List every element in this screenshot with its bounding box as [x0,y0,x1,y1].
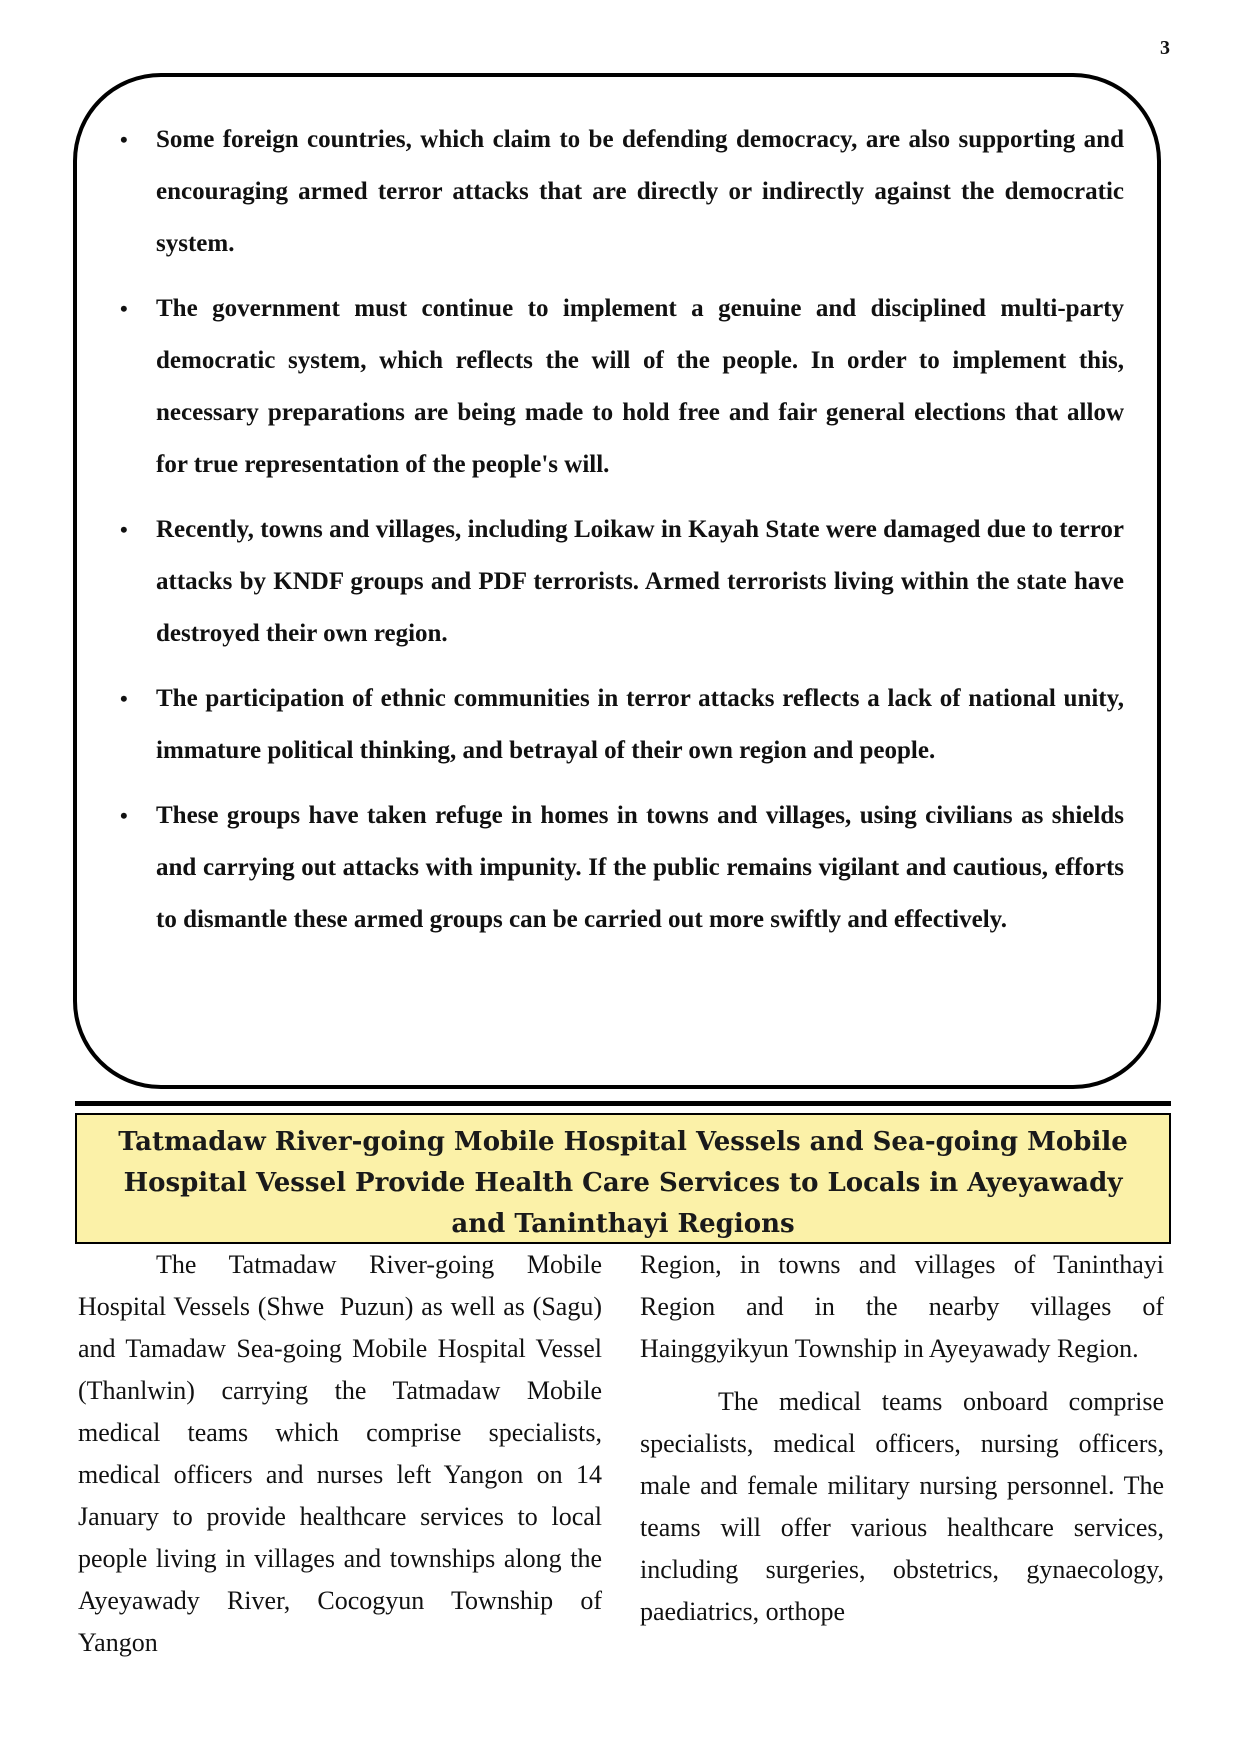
bullet-icon: • [120,803,128,828]
bullet-text: These groups have taken refuge in homes in towns and villages, using civilians as shields and carrying out attacks with impunity. If the public remains vigilant and cautious, efforts to dismantle these armed groups can be carried out more swiftly and effectively. [156,802,1124,933]
bullet-item [120,673,1124,777]
bullet-text: Recently, towns and villages, including Loikaw in Kayah State were damaged due to terror attacks by KNDF groups and PDF terrorists. Armed terrorists living within the state have destroyed their own region. [156,516,1124,647]
bullet-icon: • [120,686,128,711]
bullet-icon: • [120,296,128,321]
bullet-text: The participation of ethnic communities in terror attacks reflects a lack of national unity, immature political thinking, and betrayal of their own region and people. [156,685,1124,764]
section-divider [75,1101,1171,1106]
article-headline: Tatmadaw River-going Mobile Hospital Vessels and Sea-going Mobile Hospital Vessel Provide Health Care Services to Locals in Ayeyawady and Taninthayi Regions [75,1113,1171,1244]
bullet-item [120,790,1124,946]
bullet-text: Some foreign countries, which claim to be defending democracy, are also supporting and encouraging armed terror attacks that are directly or indirectly against the democratic system. [156,126,1124,257]
bullet-text: The government must continue to implement a genuine and disciplined multi-party democratic system, which reflects the will of the people. In order to implement this, necessary preparations are being made to hold free and fair general elections that allow for true representation of the people's will. [156,295,1124,478]
page-number: 3 [1160,37,1170,59]
article-right-column [640,1244,1164,1633]
bullet-item [120,114,1124,270]
callout-bullet-list [120,114,1124,959]
bullet-icon: • [120,127,128,152]
bullet-icon: • [120,517,128,542]
bullet-item [120,504,1124,660]
article-paragraph: Region, in towns and villages of Taninthayi Region and in the nearby villages of Hainggyikyun Township in Ayeyawady Region. [640,1250,1164,1363]
bullet-item [120,283,1124,491]
article-paragraph: The medical teams onboard comprise specialists, medical officers, nursing officers, male and female military nursing personnel. The teams will offer various healthcare services, including surgeries, obstetrics, gynaecology, paediatrics, orthope [640,1387,1164,1626]
article-paragraph: The Tatmadaw River-going Mobile Hospital Vessels (Shwe Puzun) as well as (Sagu) and Tamadaw Sea-going Mobile Hospital Vessel (Thanlwin) carrying the Tatmadaw Mobile medical teams which comprise specialists, medical officers and nurses left Yangon on 14 January to provide healthcare services to local people living in villages and townships along the Ayeyawady River, Cocogyun Township of Yangon [78,1250,602,1657]
article-left-column [78,1244,602,1664]
